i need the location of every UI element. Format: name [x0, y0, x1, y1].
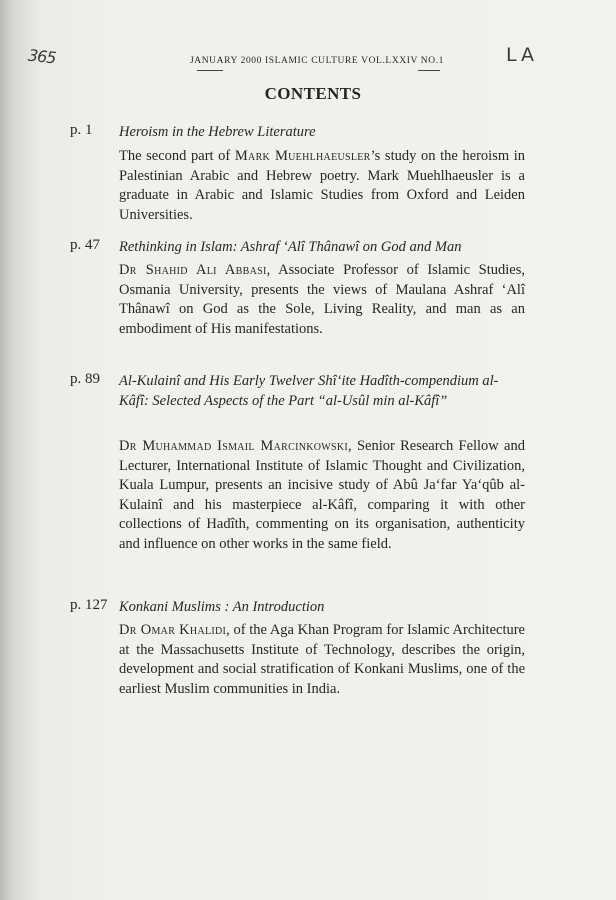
- page-number: p. 1: [70, 122, 93, 138]
- page-number: p. 89: [70, 371, 100, 387]
- handwritten-annotation-left: 365: [27, 45, 57, 68]
- author-name: Dr Shahid Ali Abbasi: [119, 262, 267, 278]
- running-header: JANUARY 2000 ISLAMIC CULTURE VOL.LXXIV NO.1: [189, 56, 445, 66]
- description-prefix: The second part of: [119, 148, 235, 164]
- header-underline-right: [418, 70, 440, 71]
- article-description: [119, 147, 525, 225]
- page-number: p. 127: [70, 597, 108, 613]
- author-name: Mark Muehlhaeusler: [234, 148, 371, 164]
- description-text: ’s study on the heroism in Palestinian Arabic and Hebrew poetry. Mark Muehlhaeusler is a graduate in Arabic and Islamic Studies from Oxford and Leiden Universities.: [119, 148, 525, 223]
- article-title: Heroism in the Hebrew Literature: [119, 124, 316, 140]
- handwritten-annotation-right: LA: [506, 44, 539, 66]
- author-name: Dr Muhammad Ismail Marcinkowski: [119, 438, 349, 454]
- header-underline-left: [197, 70, 223, 71]
- description-text: , Associate Professor of Islamic Studies, Osmania University, presents the views of Maulana Ashraf ‘Alî Thânawî on God as the Sole, Living Reality, and man as an embodiment of His manifestations.: [119, 262, 525, 337]
- page-title: CONTENTS: [264, 84, 362, 103]
- article-description: [119, 621, 525, 699]
- author-name: Dr Omar Khalidi: [119, 622, 227, 638]
- article-description: [119, 437, 525, 555]
- article-description: [119, 261, 525, 339]
- description-text: , of the Aga Khan Program for Islamic Architecture at the Massachusetts Institute of Technology, describes the origin, development and social stratification of Konkani Muslims, one of the earliest Muslim communities in India.: [119, 622, 525, 697]
- page-number: p. 47: [70, 237, 100, 253]
- article-title: Rethinking in Islam: Ashraf ‘Alî Thânawî on God and Man: [119, 239, 462, 255]
- article-title: Konkani Muslims : An Introduction: [119, 599, 325, 615]
- article-title: Al-Kulainî and His Early Twelver Shî‘ite Hadîth-compendium al-Kâfî: Selected Aspects of the Part “al-Usûl min al-Kâfî”: [119, 373, 499, 409]
- description-text: , Senior Research Fellow and Lecturer, International Institute of Islamic Thought and Civilization, Kuala Lumpur, presents an incisive study of Abû Ja‘far Ya‘qûb al-Kulainî and his masterpiece al-Kâfî, comparing it with other collections of Hadîth, commenting on its organisation, authenticity and influence on other works in the same field.: [119, 438, 525, 552]
